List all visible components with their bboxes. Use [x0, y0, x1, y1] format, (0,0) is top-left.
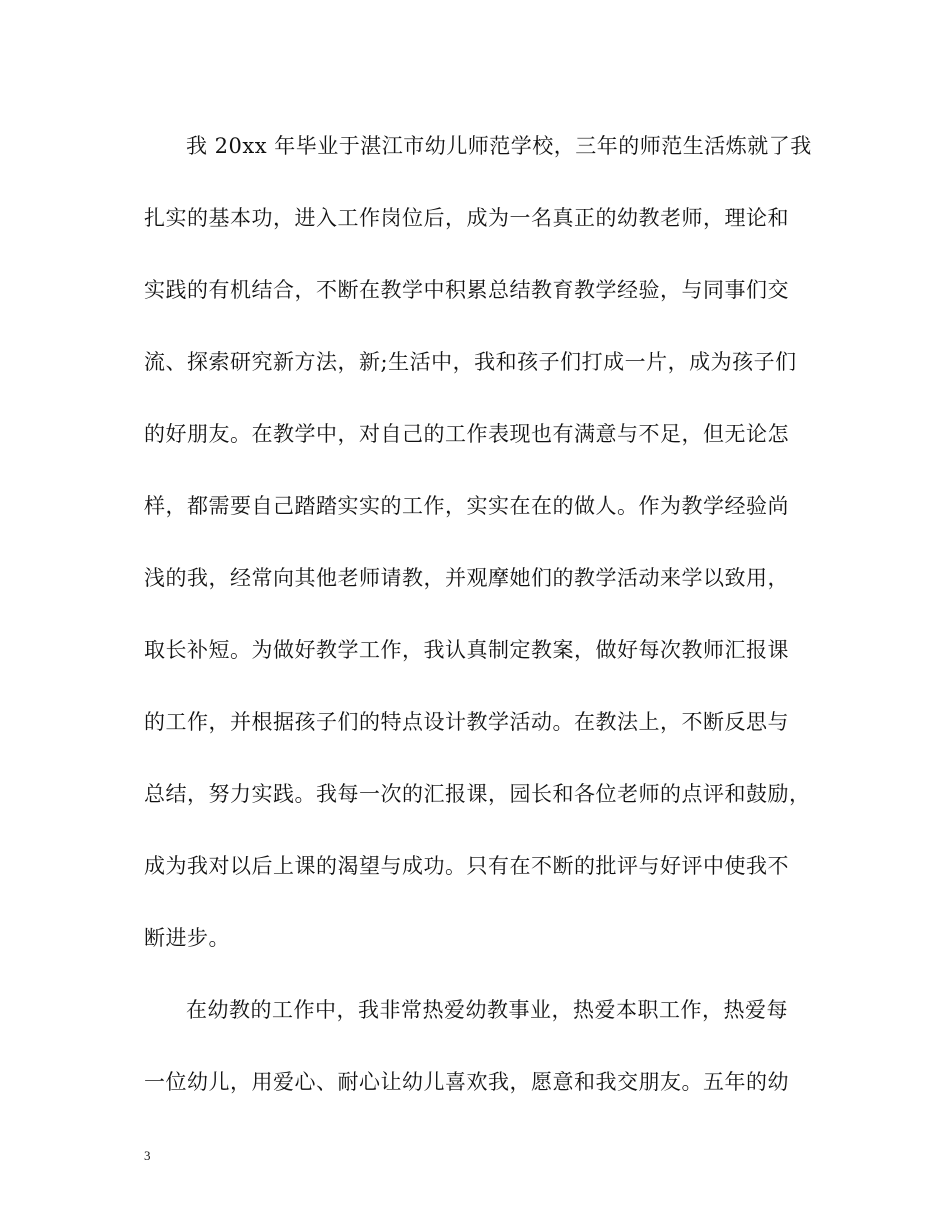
page-number: 3 — [144, 1148, 151, 1163]
paragraph-line: 流、探索研究新方法，新;生活中，我和孩子们打成一片，成为孩子们 — [144, 350, 797, 374]
paragraph-line: 扎实的基本功，进入工作岗位后，成为一名真正的幼教老师，理论和 — [144, 206, 789, 230]
paragraph-line: 一位幼儿，用爱心、耐心让幼儿喜欢我，愿意和我交朋友。五年的幼 — [144, 1070, 789, 1094]
paragraph-line: 实践的有机结合，不断在教学中积累总结教育教学经验，与同事们交 — [144, 278, 789, 302]
paragraph-line: 浅的我，经常向其他老师请教，并观摩她们的教学活动来学以致用， — [144, 566, 789, 590]
paragraph-line: 断进步。 — [144, 926, 230, 950]
paragraph-line: 总结，努力实践。我每一次的汇报课，园长和各位老师的点评和鼓励， — [144, 782, 811, 806]
paragraph-line: 我 20xx 年毕业于湛江市幼儿师范学校，三年的师范生活炼就了我 — [186, 134, 812, 158]
paragraph-line: 样，都需要自己踏踏实实的工作，实实在在的做人。作为教学经验尚 — [144, 494, 789, 518]
paragraph-line: 成为我对以后上课的渴望与成功。只有在不断的批评与好评中使我不 — [144, 854, 789, 878]
paragraph-line: 的工作，并根据孩子们的特点设计教学活动。在教法上，不断反思与 — [144, 710, 789, 734]
paragraph-line: 取长补短。为做好教学工作，我认真制定教案，做好每次教师汇报课 — [144, 638, 789, 662]
paragraph-line: 的好朋友。在教学中，对自己的工作表现也有满意与不足，但无论怎 — [144, 422, 789, 446]
paragraph-line: 在幼教的工作中，我非常热爱幼教事业，热爱本职工作，热爱每 — [186, 998, 788, 1022]
